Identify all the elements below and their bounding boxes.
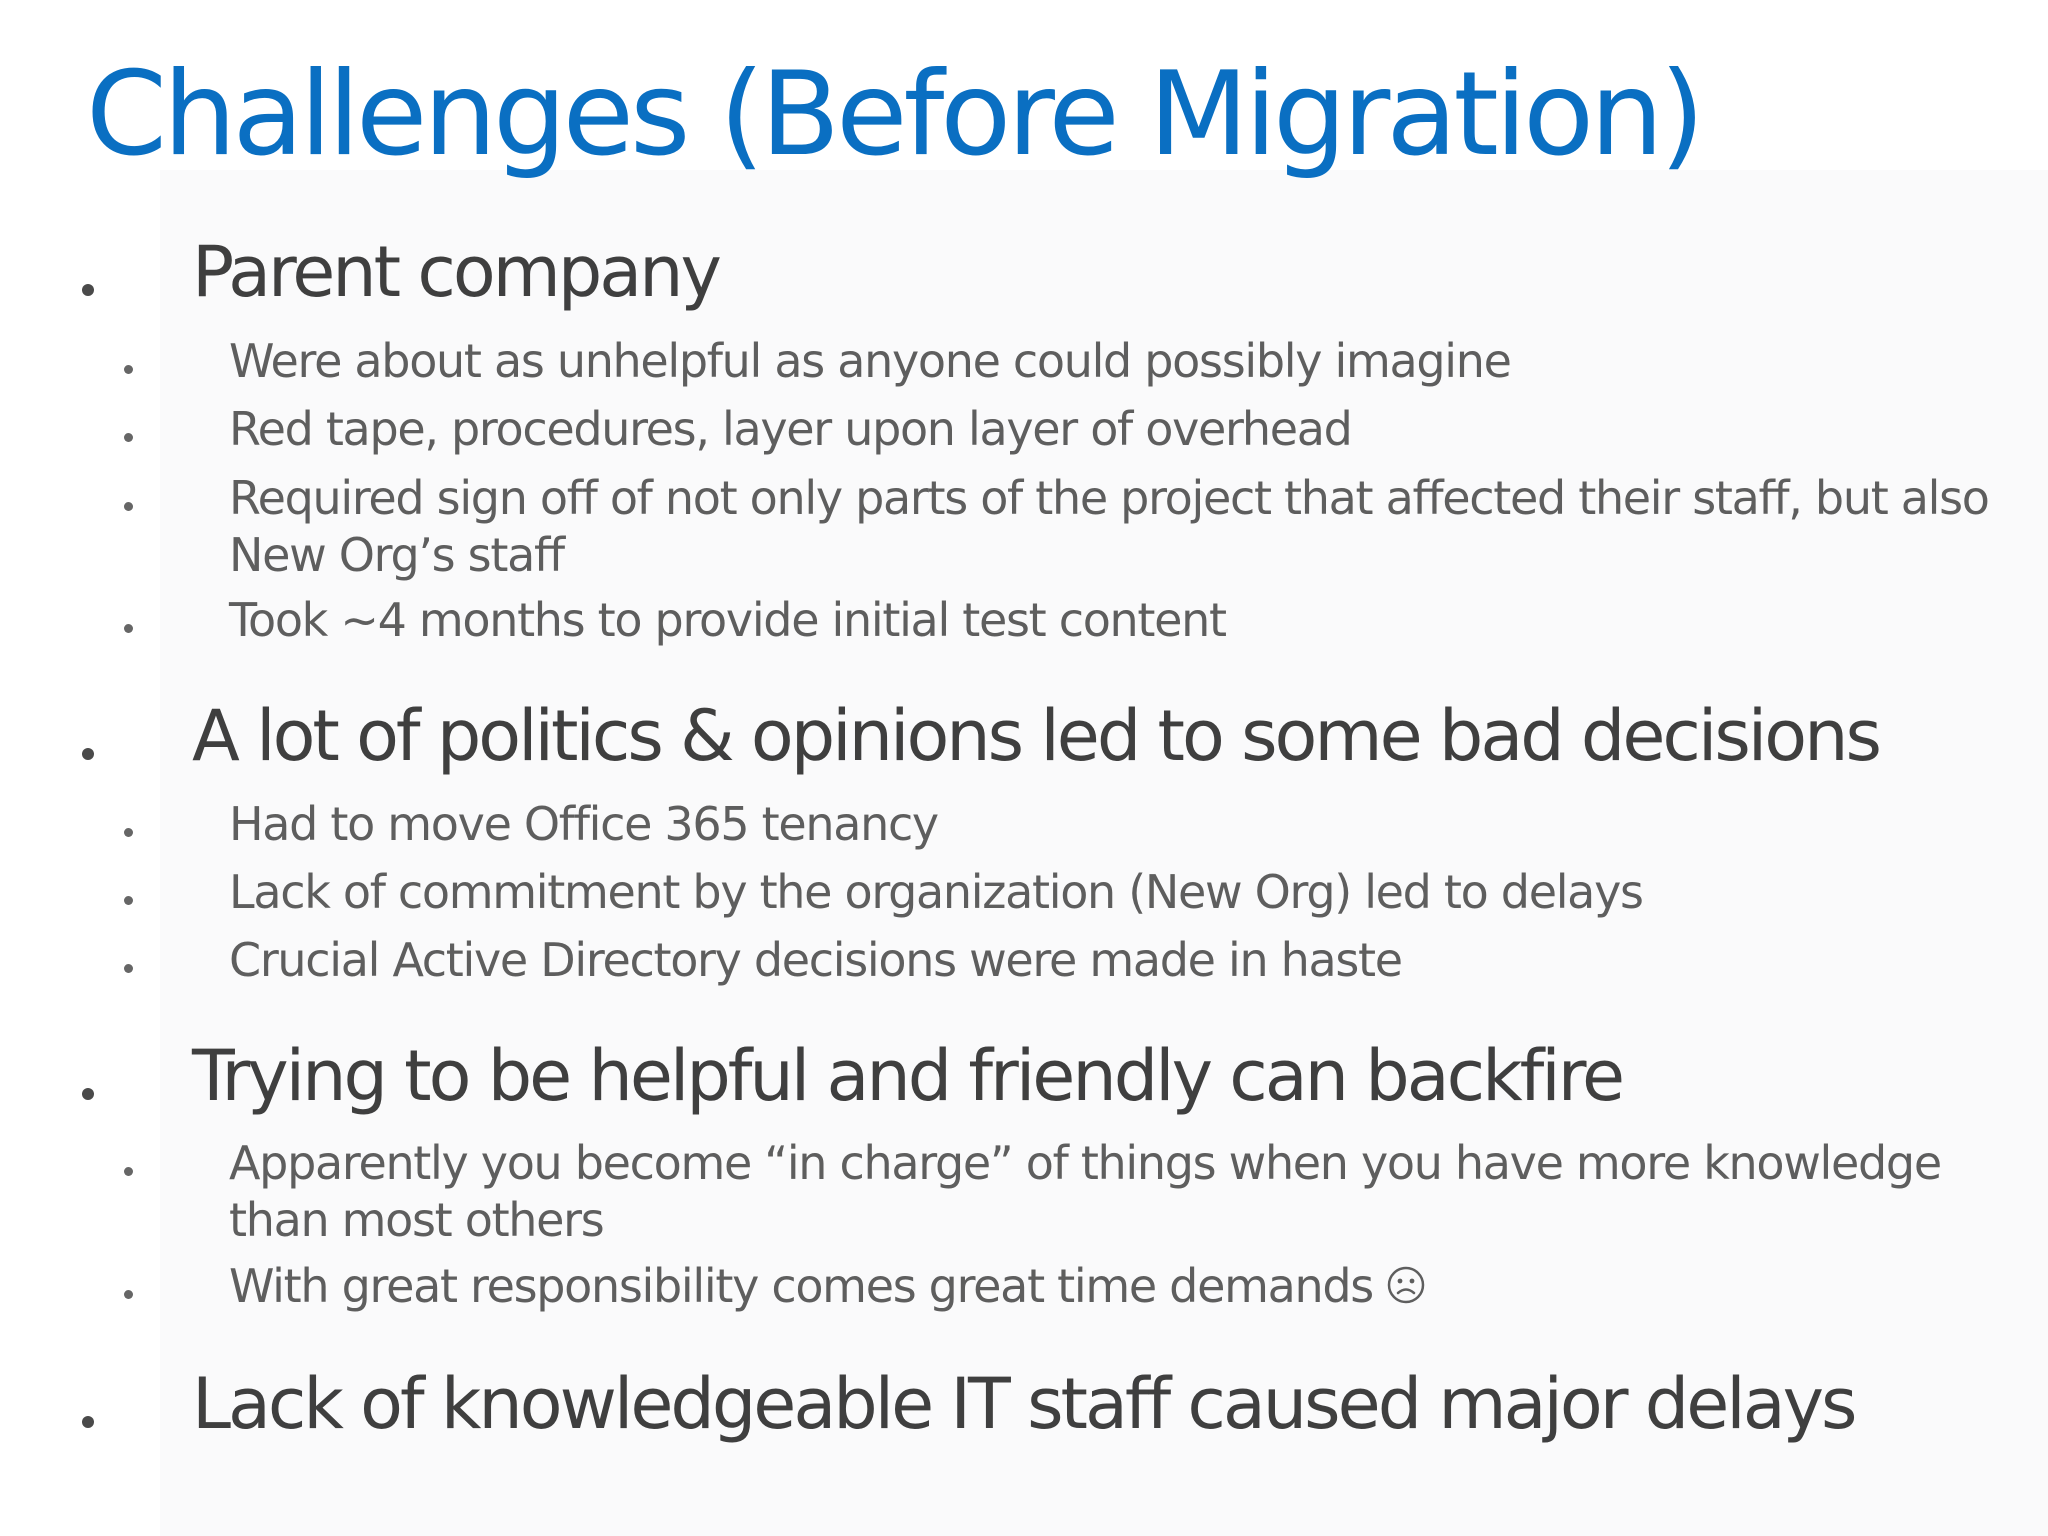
slide-title: Challenges (Before Migration) (86, 47, 1701, 182)
sub-bullet (124, 402, 2034, 458)
bullet-heading: A lot of politics & opinions led to some bad decisions (192, 695, 1879, 777)
sub-bullet (124, 334, 2034, 390)
sub-bullet-text: Took ~4 months to provide initial test content (229, 593, 1226, 647)
sub-bullet-text: Apparently you become “in charge” of things when you have more knowledge than most others (229, 1136, 1941, 1247)
sub-bullet-dot (124, 1290, 133, 1299)
bullet-dot (82, 284, 94, 296)
bullet-politics-opinions (82, 695, 2032, 778)
sub-bullet-dot (124, 1167, 133, 1176)
sub-bullet-text: Had to move Office 365 tenancy (229, 797, 938, 851)
bullet-it-staff-delays (82, 1363, 2032, 1446)
sub-bullet (124, 797, 2034, 853)
sub-bullet (124, 865, 2034, 921)
frowning-face-icon (1385, 1264, 1427, 1306)
sub-bullet-with-icon (229, 1258, 1427, 1315)
sub-bullet-text: Lack of commitment by the organization (New Org) led to delays (229, 865, 1643, 919)
sub-bullet-dot (124, 896, 133, 905)
sub-bullet-dot (124, 502, 133, 511)
bullet-heading: Trying to be helpful and friendly can backfire (192, 1035, 1623, 1117)
sub-bullet-text: Were about as unhelpful as anyone could possibly imagine (229, 334, 1511, 388)
sub-bullet-text: With great responsibility comes great time demands (229, 1259, 1373, 1313)
sub-bullet (124, 593, 2034, 649)
sub-bullet-dot (124, 624, 133, 633)
bullet-dot (82, 748, 94, 760)
bullet-heading: Parent company (192, 231, 719, 313)
bullet-dot (82, 1088, 94, 1100)
sub-bullet-text: Crucial Active Directory decisions were made in haste (229, 933, 1402, 987)
sub-bullet-text: Red tape, procedures, layer upon layer of overhead (229, 402, 1352, 456)
bullet-helpful-backfire (82, 1035, 2032, 1118)
sub-bullet-dot (124, 365, 133, 374)
sub-bullet-dot (124, 433, 133, 442)
sub-bullet-dot (124, 964, 133, 973)
bullet-parent-company (82, 231, 2032, 314)
bullet-heading: Lack of knowledgeable IT staff caused major delays (192, 1363, 1855, 1445)
sub-bullet-text: Required sign off of not only parts of the project that affected their staff, but also New Org’s staff (229, 471, 1989, 582)
sub-bullet-dot (124, 828, 133, 837)
bullet-dot (82, 1416, 94, 1428)
sub-bullet (124, 933, 2034, 989)
sub-bullet (124, 471, 2034, 584)
sub-bullet (124, 1259, 2034, 1315)
sub-bullet (124, 1136, 2034, 1249)
